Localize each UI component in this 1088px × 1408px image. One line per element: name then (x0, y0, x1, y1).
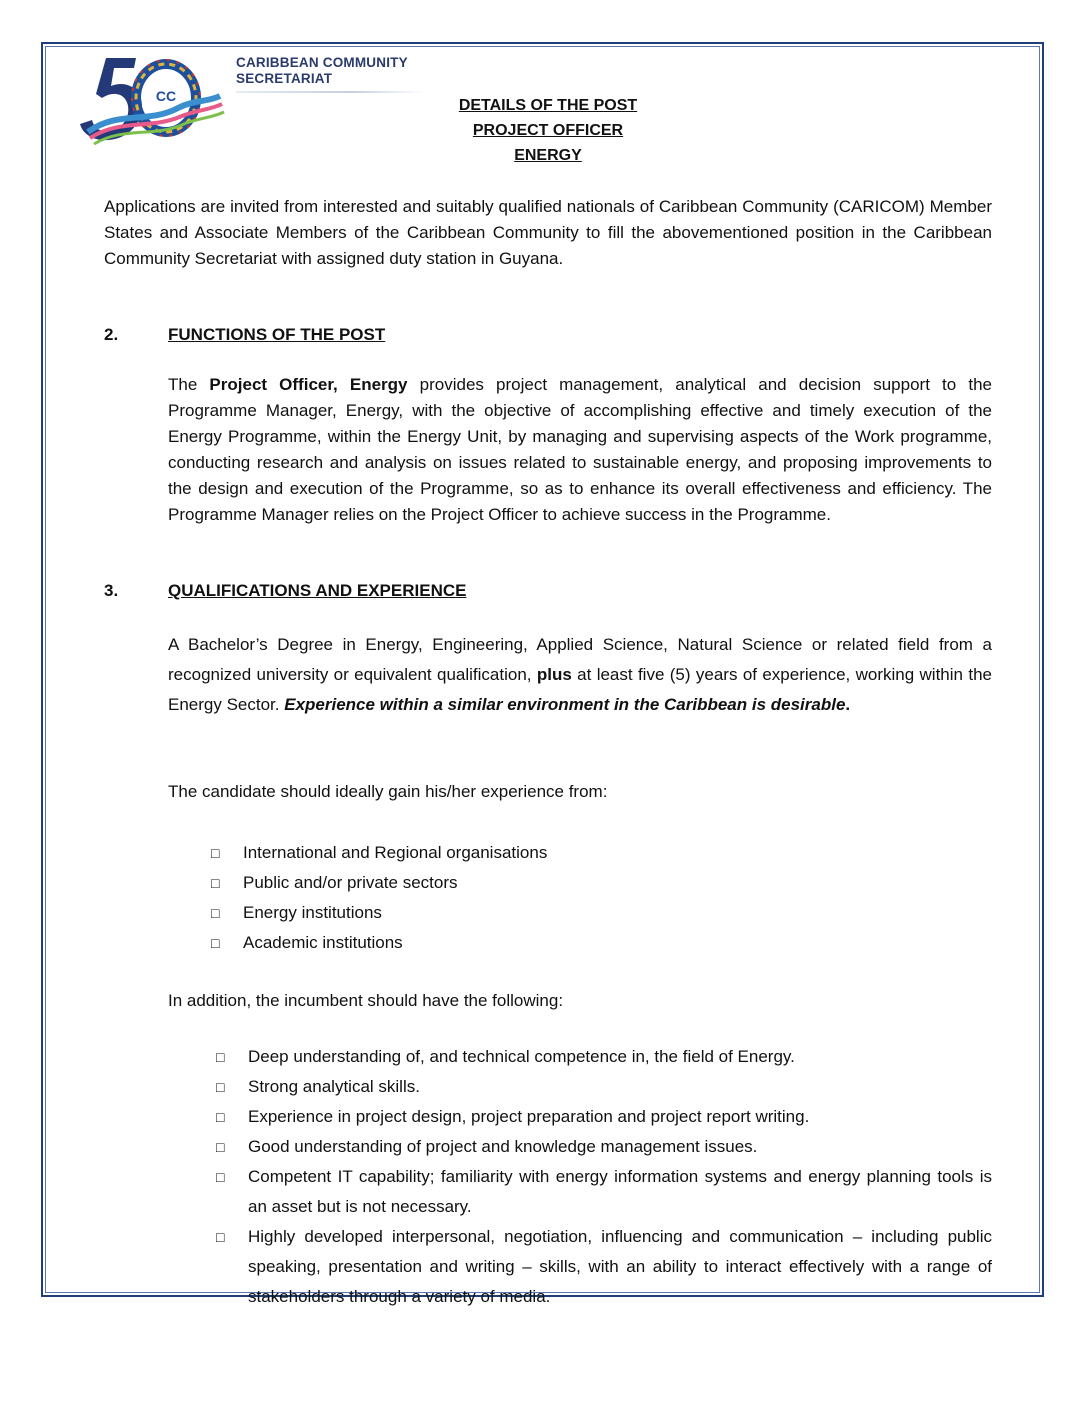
functions-paragraph-body: provides project management, analytical and decision support to the Programme Manager, Energy, with the objective of accomplishing effective and timely execution of the Energy Programme, within the Energy Unit, by managing and supervising aspects of the Work programme, conducting research and analysis on issues related to sustainable energy, and proposing improvements to the design and execution of the Programme, so as to enhance its overall effectiveness and efficiency. The Programme Manager relies on the Project Officer to achieve success in the Programme. (168, 375, 992, 524)
post-title: PROJECT OFFICER (472, 122, 624, 139)
section-2-number: 2. (104, 325, 119, 344)
experience-intro: The candidate should ideally gain his/her experience from: (168, 782, 608, 801)
section-3-number: 3. (104, 581, 119, 600)
list-item (216, 1102, 992, 1132)
checkbox-bullet-icon: □ (216, 1079, 225, 1095)
checkbox-bullet-icon: □ (216, 1229, 225, 1245)
list-item-text: Good understanding of project and knowledge management issues. (248, 1137, 758, 1156)
additional-intro: In addition, the incumbent should have the following: (168, 991, 564, 1010)
list-item-text: Energy institutions (243, 903, 382, 922)
post-details-heading: DETAILS OF THE POST (458, 97, 638, 114)
qualifications-desirable: Experience within a similar environment in the Caribbean is desirable (284, 695, 846, 714)
checkbox-bullet-icon: □ (216, 1109, 225, 1125)
list-item-text: Strong analytical skills. (248, 1077, 420, 1096)
qualifications-part2: at least five (5) years of experience, working within the Energy Sector. (168, 665, 992, 714)
organization-name-line1: CARIBBEAN COMMUNITY (236, 55, 408, 70)
header-decorative-rule (236, 91, 426, 93)
list-item (216, 1132, 992, 1162)
section-2-title: FUNCTIONS OF THE POST (168, 325, 386, 344)
organization-name-line2: SECRETARIAT (236, 71, 333, 86)
checkbox-bullet-icon: □ (216, 1169, 225, 1185)
checkbox-bullet-icon: □ (211, 875, 220, 891)
list-item-text: Competent IT capability; familiarity with energy information systems and energy planning tools is an asset but is not necessary. (248, 1167, 992, 1216)
svg-text:CC: CC (155, 88, 177, 104)
intro-paragraph: Applications are invited from interested and suitably qualified nationals of Caribbean Community (CARICOM) Member States and Associate Members of the Caribbean Community to fill the abovementioned position in the Caribbean Community Secretariat with assigned duty station in Guyana. (104, 197, 992, 268)
list-item-text: International and Regional organisations (243, 843, 548, 862)
post-unit: ENERGY (514, 147, 582, 164)
list-item (216, 1162, 992, 1222)
checkbox-bullet-icon: □ (211, 905, 220, 921)
organization-name (236, 55, 408, 87)
requirements-list (216, 1042, 992, 1312)
list-item-text: Deep understanding of, and technical competence in, the field of Energy. (248, 1047, 795, 1066)
functions-paragraph-prefix: The (168, 375, 210, 394)
qualifications-paragraph (168, 630, 992, 720)
qualifications-part1: A Bachelor’s Degree in Energy, Engineering, Applied Science, Natural Science or related field from a recognized university or equivalent qualification, (168, 635, 992, 684)
list-item (216, 1072, 992, 1102)
list-item-text: Highly developed interpersonal, negotiation, influencing and communication – including public speaking, presentation and writing – skills, with an ability to interact effectively with a range of stakeholders through a variety of media. (248, 1227, 992, 1306)
post-title-block (400, 93, 696, 168)
qualifications-plus: plus (536, 665, 572, 684)
checkbox-bullet-icon: □ (211, 845, 220, 861)
list-item (216, 1042, 992, 1072)
list-item (216, 1222, 992, 1312)
list-item-text: Experience in project design, project preparation and project report writing. (248, 1107, 810, 1126)
functions-paragraph-role: Project Officer, Energy (209, 375, 408, 394)
list-item-text: Academic institutions (243, 933, 403, 952)
functions-paragraph (168, 372, 992, 528)
caricom-50-years-logo (78, 50, 228, 150)
list-item-text: Public and/or private sectors (243, 873, 458, 892)
section-3-title: QUALIFICATIONS AND EXPERIENCE (168, 581, 467, 600)
qualifications-end: . (845, 695, 851, 714)
checkbox-bullet-icon: □ (216, 1049, 225, 1065)
checkbox-bullet-icon: □ (216, 1139, 225, 1155)
checkbox-bullet-icon: □ (211, 935, 220, 951)
